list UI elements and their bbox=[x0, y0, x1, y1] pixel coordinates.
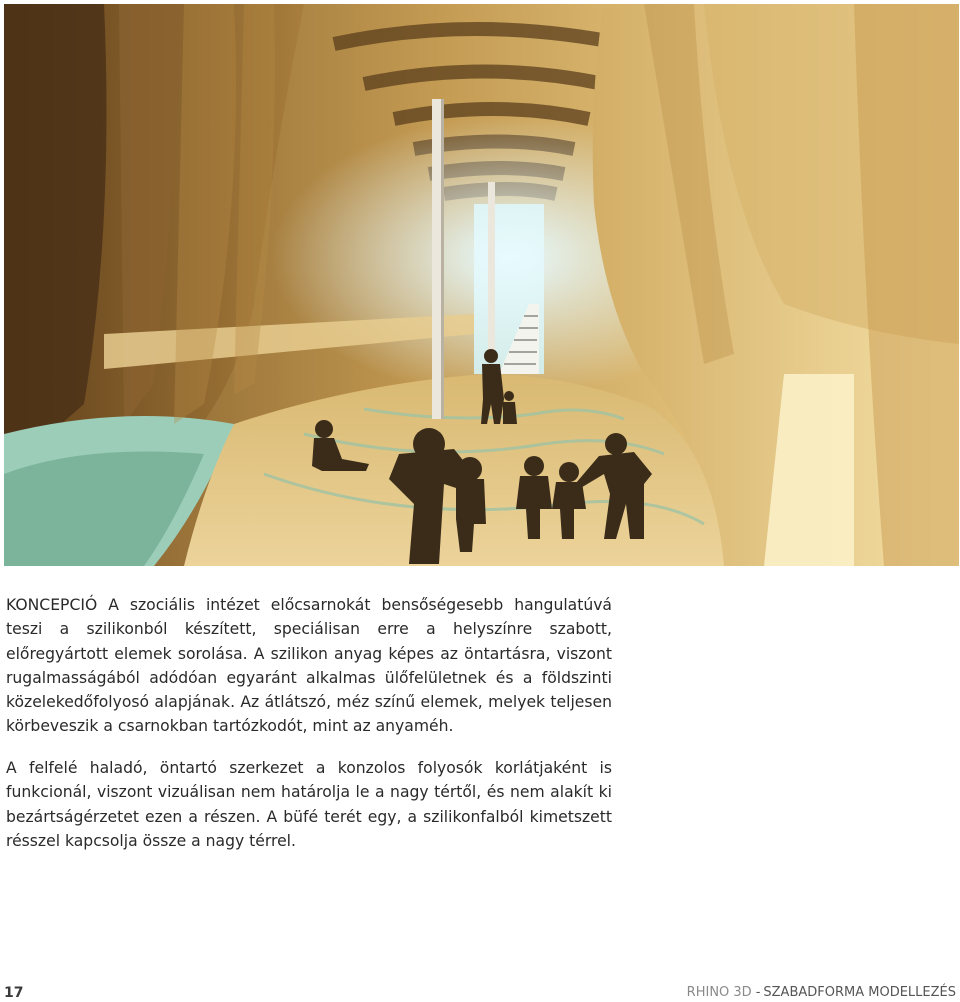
footer-left-label: RHINO 3D bbox=[686, 985, 752, 1000]
page-number: 17 bbox=[4, 985, 24, 1001]
footer-separator: - bbox=[755, 985, 761, 1000]
concept-paragraph: KONCEPCIÓ A szociális intézet előcsarnokát bensőségesebb hangulatúvá teszi a szilikonból készített, speciálisan erre a helyszínre szabott, előregyártott elemek sorolása. A szilikon anyag képes az öntartásra, viszont rugalmasságából adódóan egyaránt alkalmas ülőfelületnek és a földszinti közelekedőfolyosó alapjának. Az átlátszó, méz színű elemek, melyek teljesen körbeveszik a csarnokban tartózkodót, mint az anyaméh. bbox=[6, 596, 612, 736]
rendering-image bbox=[4, 4, 959, 566]
footer-right-label: SZABADFORMA MODELLEZÉS bbox=[763, 985, 956, 1000]
footer-label bbox=[687, 984, 956, 1002]
structure-paragraph: A felfelé haladó, öntartó szerkezet a konzolos folyosók korlátjaként is funkcionál, viszont vizuálisan nem határolja le a nagy tértől, és nem alakít ki bezártságérzetet ezen a részen. A büfé terét egy, a szilikonfalból kimetszett résszel kapcsolja össze a nagy térrel. bbox=[6, 759, 612, 850]
pillar-back bbox=[488, 182, 495, 357]
